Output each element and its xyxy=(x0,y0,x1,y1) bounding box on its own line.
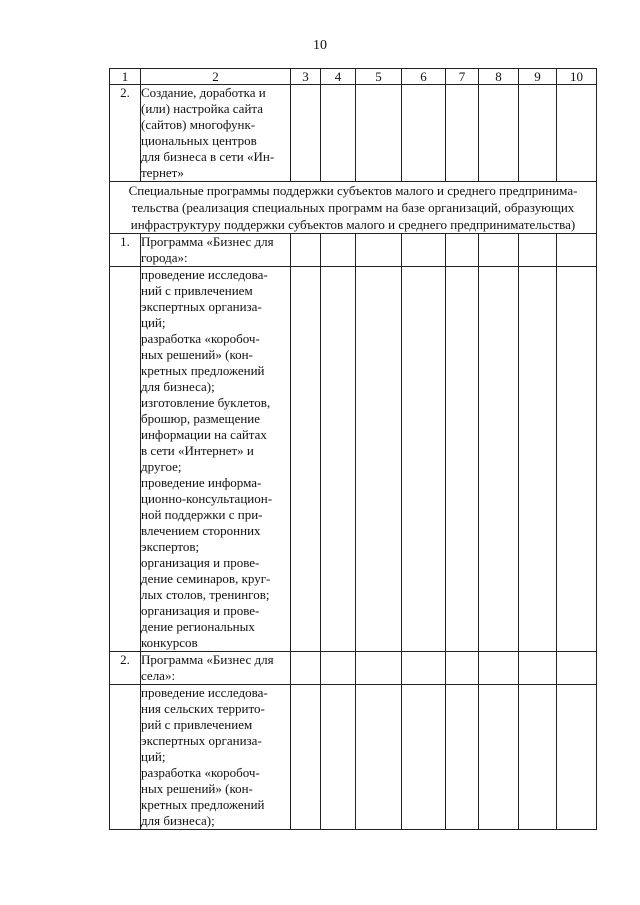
row-number: 1. xyxy=(110,234,141,267)
table-cell xyxy=(557,234,597,267)
row-description: Создание, доработка и (или) настройка сайта (сайтов) многофунк- циональных центров для бизнеса в сети «Ин- тернет» xyxy=(141,85,291,182)
table-cell xyxy=(479,685,519,830)
table-cell xyxy=(519,267,557,652)
column-header-9: 9 xyxy=(519,69,557,85)
table-cell xyxy=(402,234,446,267)
table-cell xyxy=(402,85,446,182)
table-cell xyxy=(321,685,356,830)
column-header-2: 2 xyxy=(141,69,291,85)
section-heading-row xyxy=(110,182,597,234)
table-cell xyxy=(479,267,519,652)
table-cell xyxy=(446,685,479,830)
table-cell xyxy=(519,85,557,182)
table-cell xyxy=(402,685,446,830)
table-cell xyxy=(519,685,557,830)
table-row xyxy=(110,685,597,830)
table-cell xyxy=(446,652,479,685)
column-header-4: 4 xyxy=(321,69,356,85)
table-row xyxy=(110,234,597,267)
table-cell xyxy=(356,267,402,652)
table-cell xyxy=(291,85,321,182)
table-cell xyxy=(402,652,446,685)
table-cell xyxy=(479,85,519,182)
table-cell xyxy=(519,234,557,267)
table-cell xyxy=(446,267,479,652)
table-cell xyxy=(479,652,519,685)
table-row xyxy=(110,267,597,652)
table-cell xyxy=(356,685,402,830)
table-cell xyxy=(557,652,597,685)
column-number-row xyxy=(110,69,597,85)
table-cell xyxy=(519,652,557,685)
column-header-8: 8 xyxy=(479,69,519,85)
table-cell xyxy=(321,267,356,652)
table-cell xyxy=(321,652,356,685)
program-activities: проведение исследова- ний с привлечением экспертных организа- ций; разработка «коробоч- ных решений» (кон- кретных предложений для бизнеса); изготовление буклетов, брошюр, размещение информации на сайтах в сети «Интернет» и другое; проведение информа- ционно-консультацион- ной поддержки с при- влечением сторонних экспертов; организация и прове- дение семинаров, круг- лых столов, тренингов; организация и прове- дение региональных конкурсов xyxy=(141,267,291,652)
program-title: Программа «Бизнес для города»: xyxy=(141,234,291,267)
table-cell xyxy=(291,685,321,830)
row-number: 2. xyxy=(110,652,141,685)
column-header-10: 10 xyxy=(557,69,597,85)
table-cell xyxy=(321,234,356,267)
page-number: 10 xyxy=(313,38,327,53)
table-cell xyxy=(356,652,402,685)
program-title: Программа «Бизнес для села»: xyxy=(141,652,291,685)
table-cell xyxy=(110,685,141,830)
table-cell xyxy=(291,652,321,685)
column-header-6: 6 xyxy=(402,69,446,85)
table-row xyxy=(110,652,597,685)
column-header-7: 7 xyxy=(446,69,479,85)
table-cell xyxy=(402,267,446,652)
table-cell xyxy=(321,85,356,182)
table-cell xyxy=(557,267,597,652)
section-title: Специальные программы поддержки субъектов малого и среднего предпринима- тельства (реализация специальных программ на базе организаций, образующих инфраструктуру поддержки субъектов малого и среднего предпринимательства) xyxy=(110,182,597,234)
table-cell xyxy=(446,234,479,267)
programs-table xyxy=(109,68,597,830)
column-header-5: 5 xyxy=(356,69,402,85)
table-cell xyxy=(356,85,402,182)
table-cell xyxy=(291,234,321,267)
table-cell xyxy=(557,685,597,830)
column-header-1: 1 xyxy=(110,69,141,85)
table-row xyxy=(110,85,597,182)
table-cell xyxy=(479,234,519,267)
table-cell xyxy=(291,267,321,652)
table-cell xyxy=(446,85,479,182)
program-activities: проведение исследова- ния сельских террито- рий с привлечением экспертных организа- ций; разработка «коробоч- ных решений» (кон- кретных предложений для бизнеса); xyxy=(141,685,291,830)
table-cell xyxy=(557,85,597,182)
row-number: 2. xyxy=(110,85,141,182)
column-header-3: 3 xyxy=(291,69,321,85)
table-cell xyxy=(356,234,402,267)
table-cell xyxy=(110,267,141,652)
